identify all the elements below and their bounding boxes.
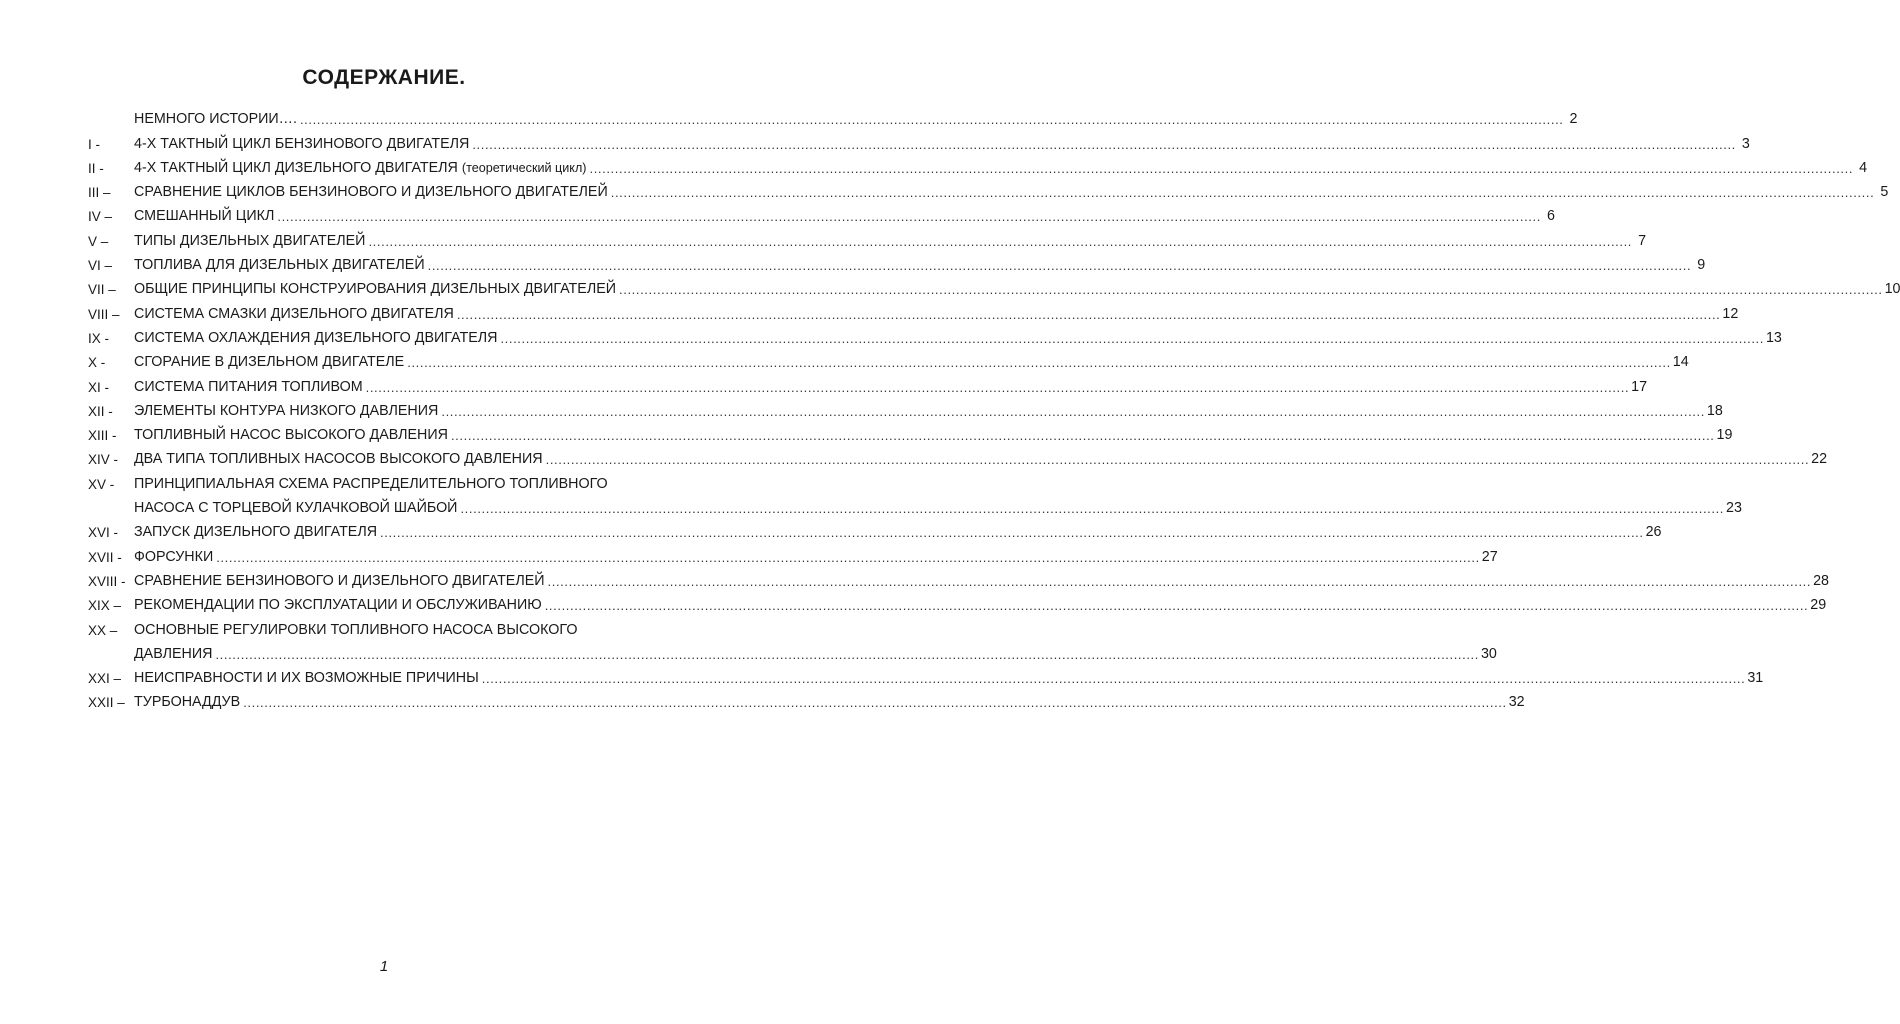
toc-entry bbox=[88, 420, 1733, 444]
toc-entry-number: XXI – bbox=[88, 671, 122, 687]
toc-leader-dots: ............................................................................................................................................................................................................................................................................................................ bbox=[407, 355, 1671, 371]
toc-entry-number: XVIII - bbox=[88, 573, 126, 589]
toc-leader-dots: ............................................................................................................................................................................................................................................................................................................ bbox=[243, 695, 1507, 711]
toc-entry-number: XIX – bbox=[88, 598, 122, 614]
toc-entry-title: ТУРБОНАДДУВ bbox=[134, 694, 241, 711]
toc-entry bbox=[88, 396, 1723, 420]
toc-entry bbox=[88, 444, 1828, 468]
toc-entry bbox=[88, 250, 1706, 274]
toc-entry bbox=[88, 153, 1868, 177]
toc-entry-page: 14 bbox=[1672, 354, 1689, 371]
toc-entry-page: 3 bbox=[1741, 135, 1750, 152]
toc-entry-page: 7 bbox=[1638, 232, 1647, 249]
toc-leader-dots: ............................................................................................................................................................................................................................................................................................................ bbox=[368, 233, 1633, 249]
toc-entry-number: V – bbox=[88, 233, 109, 249]
toc-entry-number: VI – bbox=[88, 258, 113, 274]
toc-leader-dots: ............................................................................................................................................................................................................................................................................................................ bbox=[460, 501, 1725, 517]
toc-entry bbox=[88, 590, 1827, 614]
toc-entry-title: НЕМНОГО ИСТОРИИ…. bbox=[134, 111, 297, 128]
toc-entry bbox=[88, 566, 1829, 590]
toc-leader-dots: ............................................................................................................................................................................................................................................................................................................ bbox=[365, 379, 1630, 395]
toc-leader-dots: ............................................................................................................................................................................................................................................................................................................ bbox=[299, 112, 1564, 128]
toc-leader-dots: ............................................................................................................................................................................................................................................................................................................ bbox=[547, 573, 1812, 589]
toc-entry-title: СИСТЕМА ОХЛАЖДЕНИЯ ДИЗЕЛЬНОГО ДВИГАТЕЛЯ bbox=[134, 329, 498, 346]
toc-entry-title: СИСТЕМА СМАЗКИ ДИЗЕЛЬНОГО ДВИГАТЕЛЯ bbox=[134, 305, 454, 322]
toc-leader-dots: ............................................................................................................................................................................................................................................................................................................ bbox=[427, 258, 1692, 274]
toc-entry bbox=[88, 541, 1498, 565]
toc-entry-title: ПРИНЦИПИАЛЬНАЯ СХЕМА РАСПРЕДЕЛИТЕЛЬНОГО ТОПЛИВНОГО bbox=[134, 475, 608, 492]
toc-entry-number: X - bbox=[88, 355, 106, 371]
toc-entry-title: СМЕШАННЫЙ ЦИКЛ bbox=[134, 208, 275, 225]
toc-entry-title: 4-Х ТАКТНЫЙ ЦИКЛ БЕНЗИНОВОГО ДВИГАТЕЛЯ bbox=[134, 135, 470, 152]
toc-leader-dots: ............................................................................................................................................................................................................................................................................................................ bbox=[441, 403, 1705, 419]
toc-entry-number: I - bbox=[88, 136, 100, 152]
toc-entry-page: 9 bbox=[1697, 257, 1706, 274]
toc-entry bbox=[88, 298, 1739, 322]
toc-entry-title: ОБЩИЕ ПРИНЦИПЫ КОНСТРУИРОВАНИЯ ДИЗЕЛЬНЫХ ДВИГАТЕЛЕЙ bbox=[134, 281, 617, 298]
toc-entry-page: 27 bbox=[1481, 548, 1498, 565]
toc-entry-title: НАСОСА С ТОРЦЕВОЙ КУЛАЧКОВОЙ ШАЙБОЙ bbox=[134, 500, 458, 517]
toc-entry-page: 30 bbox=[1480, 645, 1497, 662]
toc-entry bbox=[88, 274, 1900, 298]
toc-entry-page: 32 bbox=[1508, 694, 1525, 711]
toc-entry-title: ТОПЛИВНЫЙ НАСОС ВЫСОКОГО ДАВЛЕНИЯ bbox=[134, 427, 448, 444]
page-number: 1 bbox=[379, 958, 389, 975]
toc-entry-title: 4-Х ТАКТНЫЙ ЦИКЛ ДИЗЕЛЬНОГО ДВИГАТЕЛЯ bbox=[134, 159, 458, 176]
table-of-contents bbox=[88, 104, 1900, 711]
toc-entry-page: 19 bbox=[1716, 427, 1733, 444]
toc-entry-number: IV – bbox=[88, 209, 113, 225]
toc-entry-number: XVII - bbox=[88, 549, 122, 565]
toc-entry-title: СГОРАНИЕ В ДИЗЕЛЬНОМ ДВИГАТЕЛЕ bbox=[134, 354, 405, 371]
toc-entry bbox=[88, 493, 1742, 517]
toc-leader-dots: ............................................................................................................................................................................................................................................................................................................ bbox=[500, 330, 1764, 346]
toc-entry-title: СИСТЕМА ПИТАНИЯ ТОПЛИВОМ bbox=[134, 378, 363, 395]
toc-entry-title: ОСНОВНЫЕ РЕГУЛИРОВКИ ТОПЛИВНОГО НАСОСА ВЫСОКОГО bbox=[134, 621, 578, 638]
toc-leader-dots: ............................................................................................................................................................................................................................................................................................................ bbox=[216, 549, 1480, 565]
toc-entry-title: ЭЛЕМЕНТЫ КОНТУРА НИЗКОГО ДАВЛЕНИЯ bbox=[134, 402, 439, 419]
toc-entry-page: 12 bbox=[1722, 305, 1739, 322]
toc-entry bbox=[88, 663, 1764, 687]
toc-entry bbox=[88, 517, 1662, 541]
toc-entry bbox=[88, 104, 1578, 128]
toc-entry bbox=[88, 323, 1782, 347]
toc-entry-title: ДВА ТИПА ТОПЛИВНЫХ НАСОСОВ ВЫСОКОГО ДАВЛЕНИЯ bbox=[134, 451, 543, 468]
toc-entry-title: НЕИСПРАВНОСТИ И ИХ ВОЗМОЖНЫЕ ПРИЧИНЫ bbox=[134, 670, 479, 687]
toc-entry bbox=[88, 201, 1555, 225]
toc-entry bbox=[88, 371, 1648, 395]
toc-entry-page: 4 bbox=[1859, 159, 1868, 176]
toc-leader-dots: ............................................................................................................................................................................................................................................................................................................ bbox=[589, 160, 1854, 176]
toc-entry-number: XXII – bbox=[88, 695, 125, 711]
toc-entry-title: ЗАПУСК ДИЗЕЛЬНОГО ДВИГАТЕЛЯ bbox=[134, 524, 378, 541]
toc-leader-dots: ............................................................................................................................................................................................................................................................................................................ bbox=[544, 598, 1809, 614]
toc-leader-dots: ............................................................................................................................................................................................................................................................................................................ bbox=[380, 525, 1644, 541]
toc-entry-page: 13 bbox=[1765, 329, 1782, 346]
toc-leader-dots: ............................................................................................................................................................................................................................................................................................................ bbox=[610, 185, 1875, 201]
toc-entry-page: 17 bbox=[1631, 378, 1648, 395]
toc-leader-dots: ............................................................................................................................................................................................................................................................................................................ bbox=[215, 646, 1479, 662]
toc-entry-number: XII - bbox=[88, 403, 113, 419]
toc-entry-page: 5 bbox=[1880, 184, 1889, 201]
toc-entry-page: 22 bbox=[1811, 451, 1828, 468]
toc-entry-number: XIV - bbox=[88, 452, 119, 468]
toc-entry-title: ФОРСУНКИ bbox=[134, 548, 214, 565]
toc-entry-number: XVI - bbox=[88, 525, 119, 541]
toc-leader-dots: ............................................................................................................................................................................................................................................................................................................ bbox=[472, 136, 1736, 152]
toc-entry-title: ТИПЫ ДИЗЕЛЬНЫХ ДВИГАТЕЛЕЙ bbox=[134, 232, 366, 249]
toc-entry-page: 10 bbox=[1884, 281, 1900, 298]
toc-entry-number: XX – bbox=[88, 622, 118, 638]
toc-entry bbox=[88, 687, 1525, 711]
toc-leader-dots: ............................................................................................................................................................................................................................................................................................................ bbox=[456, 306, 1721, 322]
toc-entry-title: СРАВНЕНИЕ БЕНЗИНОВОГО И ДИЗЕЛЬНОГО ДВИГАТЕЛЕЙ bbox=[134, 572, 545, 589]
toc-entry-subtitle: (теоретический цикл) bbox=[461, 160, 587, 175]
toc-entry-number: II - bbox=[88, 160, 104, 176]
toc-entry-number: XV - bbox=[88, 476, 115, 492]
toc-leader-dots: ............................................................................................................................................................................................................................................................................................................ bbox=[619, 282, 1883, 298]
toc-entry bbox=[88, 468, 673, 492]
toc-entry-number: IX - bbox=[88, 330, 110, 346]
toc-entry-number: XI - bbox=[88, 379, 110, 395]
toc-entry-page: 2 bbox=[1569, 111, 1578, 128]
toc-entry bbox=[88, 128, 1750, 152]
toc-entry-title: ДАВЛЕНИЯ bbox=[134, 645, 213, 662]
page-title: СОДЕРЖАНИЕ. bbox=[302, 66, 466, 89]
toc-entry-page: 23 bbox=[1726, 500, 1742, 517]
toc-entry bbox=[88, 177, 1889, 201]
toc-entry-page: 29 bbox=[1810, 597, 1827, 614]
toc-entry-page: 6 bbox=[1546, 208, 1555, 225]
toc-entry-number: III – bbox=[88, 185, 111, 201]
toc-entry-title: ТОПЛИВА ДЛЯ ДИЗЕЛЬНЫХ ДВИГАТЕЛЕЙ bbox=[134, 257, 425, 274]
toc-entry-title: СРАВНЕНИЕ ЦИКЛОВ БЕНЗИНОВОГО И ДИЗЕЛЬНОГО ДВИГАТЕЛЕЙ bbox=[134, 184, 608, 201]
toc-entry-title: РЕКОМЕНДАЦИИ ПО ЭКСПЛУАТАЦИИ И ОБСЛУЖИВАНИЮ bbox=[134, 597, 542, 614]
toc-entry-page: 28 bbox=[1813, 572, 1829, 589]
toc-entry-page: 18 bbox=[1706, 402, 1723, 419]
toc-entry-number: VII – bbox=[88, 282, 116, 298]
toc-leader-dots: ............................................................................................................................................................................................................................................................................................................ bbox=[481, 671, 1746, 687]
toc-leader-dots: ............................................................................................................................................................................................................................................................................................................ bbox=[277, 209, 1541, 225]
toc-leader-dots: ............................................................................................................................................................................................................................................................................................................ bbox=[545, 452, 1810, 468]
toc-entry bbox=[88, 639, 1497, 663]
toc-entry-number: VIII – bbox=[88, 306, 120, 322]
toc-entry-page: 26 bbox=[1645, 524, 1662, 541]
toc-entry-number: XIII - bbox=[88, 428, 117, 444]
toc-entry bbox=[88, 225, 1647, 249]
toc-leader-dots: ............................................................................................................................................................................................................................................................................................................ bbox=[450, 428, 1715, 444]
toc-entry-page: 31 bbox=[1747, 670, 1764, 687]
toc-entry bbox=[88, 614, 673, 638]
toc-entry bbox=[88, 347, 1689, 371]
